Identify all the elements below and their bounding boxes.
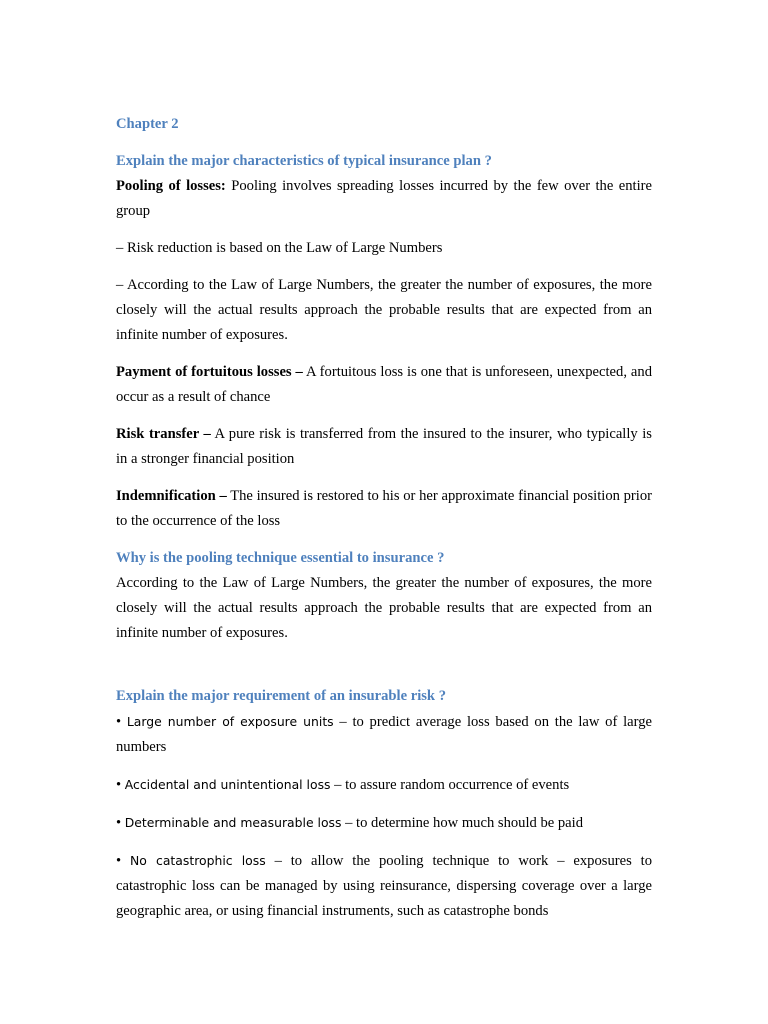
requirement-text: – to predict average loss based on the law of large numbers xyxy=(116,714,652,755)
requirement-term: Accidental and unintentional loss xyxy=(124,777,331,792)
risk-transfer-text: A pure risk is transferred from the insured to the insurer, who typically is in a stronger financial position xyxy=(116,426,652,467)
chapter-title: Chapter 2 xyxy=(116,116,179,132)
requirement-item xyxy=(116,772,652,798)
pooling-paragraph xyxy=(116,174,652,224)
requirement-term: Large number of exposure units xyxy=(126,714,334,729)
question-pooling-technique: Why is the pooling technique essential to insurance ? xyxy=(116,550,445,566)
requirement-item xyxy=(116,810,652,836)
risk-transfer-label: Risk transfer – xyxy=(116,426,211,442)
fortuitous-label: Payment of fortuitous losses – xyxy=(116,364,303,380)
bullet-glyph: • xyxy=(116,777,125,793)
pooling-label: Pooling of losses: xyxy=(116,178,226,194)
bullet-glyph: • xyxy=(116,815,125,831)
requirement-item xyxy=(116,848,652,924)
risk-transfer-paragraph xyxy=(116,422,652,472)
bullet-glyph: • xyxy=(116,714,127,730)
question-characteristics: Explain the major characteristics of typical insurance plan ? xyxy=(116,153,492,169)
indemnification-text: The insured is restored to his or her approximate financial position prior to the occurrence of the loss xyxy=(116,488,652,529)
requirement-term: No catastrophic loss xyxy=(130,853,266,868)
section-spacer xyxy=(116,658,652,684)
risk-reduction-paragraph: – Risk reduction is based on the Law of Large Numbers xyxy=(116,240,443,256)
bullet-glyph: • xyxy=(116,853,130,869)
indemnification-label: Indemnification – xyxy=(116,488,227,504)
requirement-term: Determinable and measurable loss xyxy=(124,815,342,830)
indemnification-paragraph xyxy=(116,484,652,534)
requirement-item xyxy=(116,709,652,760)
requirement-text: – to assure random occurrence of events xyxy=(330,777,570,793)
requirement-text: – to determine how much should be paid xyxy=(341,815,584,831)
question-insurable-risk: Explain the major requirement of an insurable risk ? xyxy=(116,688,446,704)
pooling-text: Pooling involves spreading losses incurred by the few over the entire group xyxy=(116,178,652,219)
fortuitous-text: A fortuitous loss is one that is unforeseen, unexpected, and occur as a result of chance xyxy=(116,364,652,405)
requirement-text: – to allow the pooling technique to work – exposures to catastrophic loss can be managed by using reinsurance, dispersing coverage over a large geographic area, or using financial instruments, such as catastrophe bonds xyxy=(116,853,652,919)
document-page xyxy=(116,112,652,936)
pooling-technique-answer: According to the Law of Large Numbers, the greater the number of exposures, the more closely will the actual results approach the probable results that are expected from an infinite number of exposures. xyxy=(116,575,652,641)
law-large-numbers-paragraph: – According to the Law of Large Numbers, the greater the number of exposures, the more closely will the actual results approach the probable results that are expected from an infinite number of exposures. xyxy=(116,277,652,343)
fortuitous-paragraph xyxy=(116,360,652,410)
